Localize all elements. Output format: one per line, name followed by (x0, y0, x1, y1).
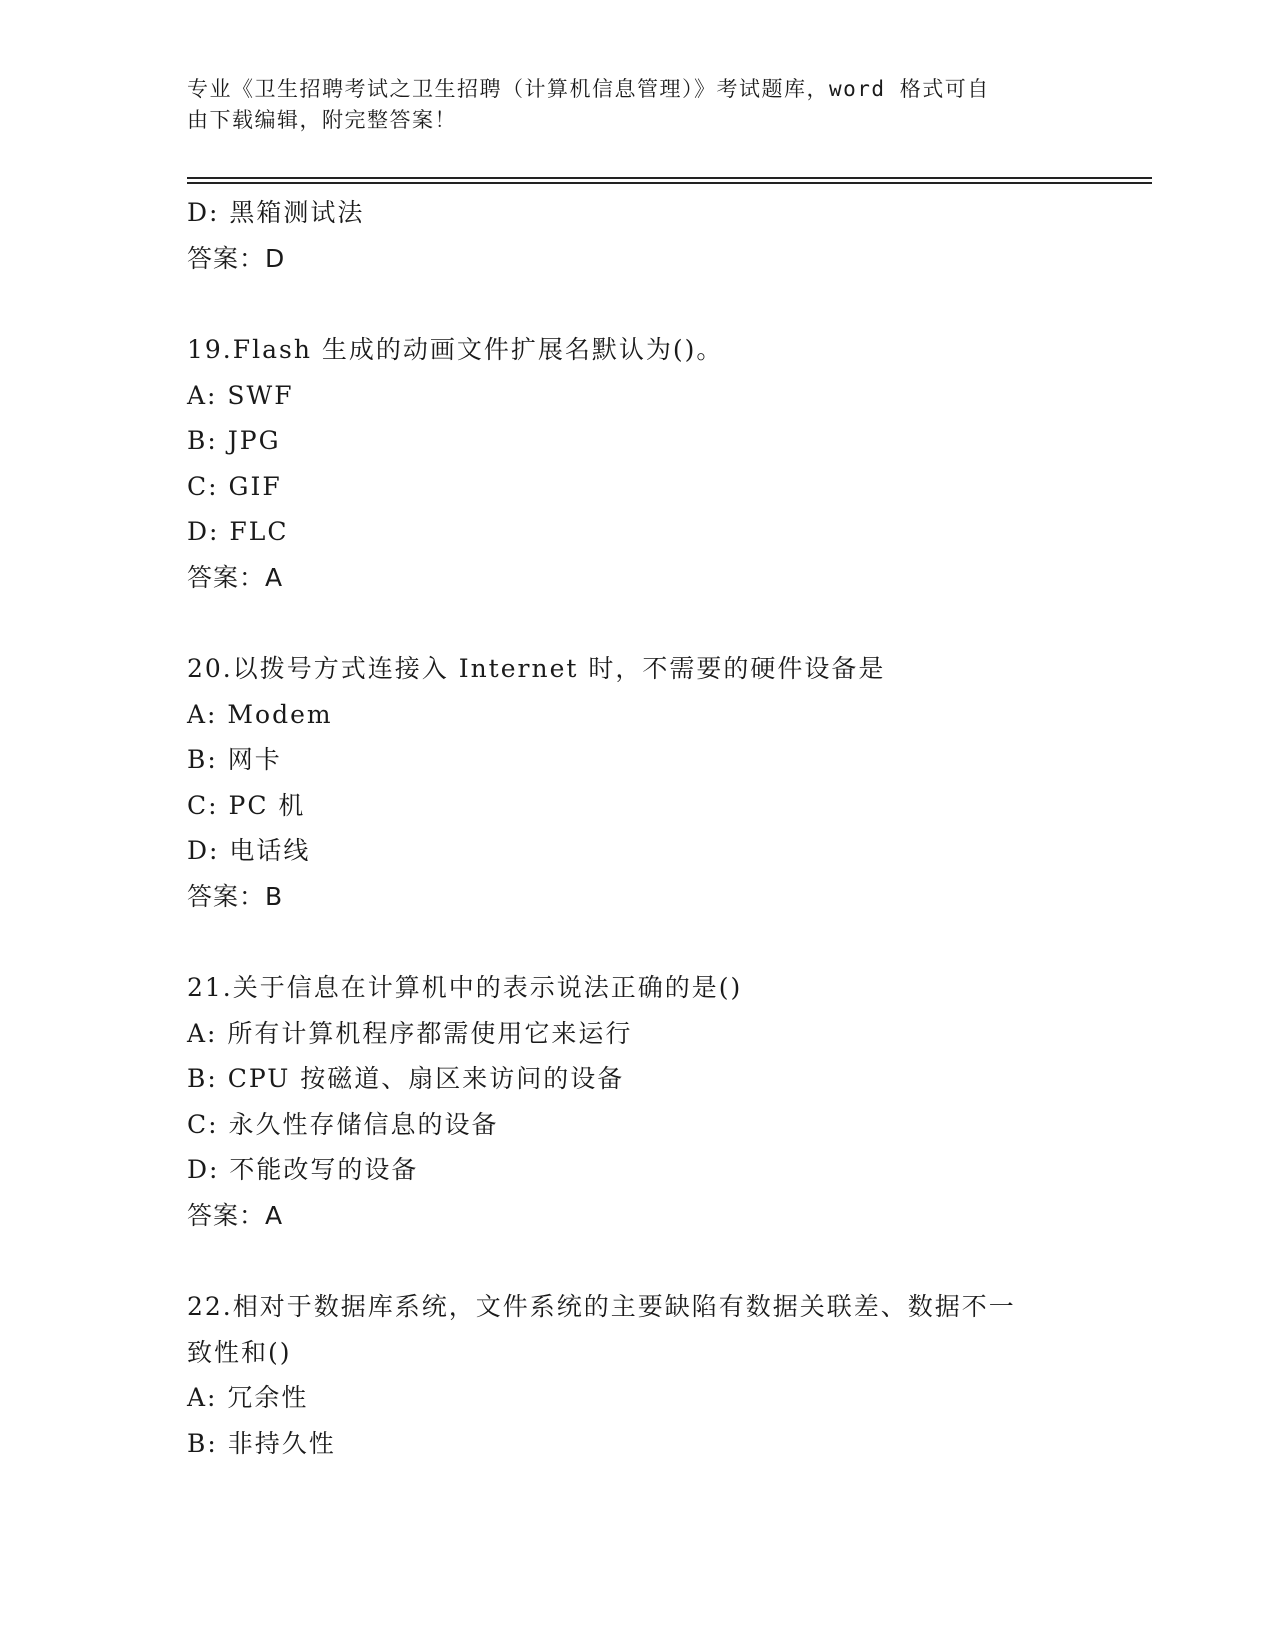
option-a: A: 冗余性 (187, 1383, 309, 1412)
answer: 答案：A (187, 1200, 284, 1230)
option-a: A: SWF (187, 380, 294, 410)
option-b: B: CPU 按磁道、扇区来访问的设备 (187, 1064, 625, 1093)
question-list (187, 190, 1087, 1466)
option-c: C: GIF (187, 471, 282, 501)
question-20 (187, 646, 1087, 919)
question-text: 19.Flash 生成的动画文件扩展名默认为()。 (187, 335, 724, 364)
prev-option-d: D: 黑箱测试法 (187, 198, 365, 227)
option-a: A: Modem (187, 699, 333, 729)
question-text-line-2: 致性和() (187, 1337, 292, 1367)
question-text: 20.以拨号方式连接入 Internet 时，不需要的硬件设备是 (187, 654, 886, 683)
option-b: B: 网卡 (187, 745, 282, 774)
question-21 (187, 965, 1087, 1238)
question-text: 21.关于信息在计算机中的表示说法正确的是() (187, 973, 743, 1002)
header-divider-bottom (187, 182, 1152, 184)
question-text-line-1: 22.相对于数据库系统，文件系统的主要缺陷有数据关联差、数据不一 (187, 1292, 1016, 1321)
option-b: B: JPG (187, 426, 281, 455)
prev-answer: 答案：D (187, 243, 286, 273)
question-19 (187, 327, 1087, 600)
option-a: A: 所有计算机程序都需使用它来运行 (187, 1018, 633, 1048)
option-b: B: 非持久性 (187, 1428, 336, 1458)
option-c: C: PC 机 (187, 790, 306, 820)
option-d: D: 不能改写的设备 (187, 1155, 419, 1184)
option-d: D: FLC (187, 517, 289, 546)
option-d: D: 电话线 (187, 836, 311, 865)
question-22 (187, 1284, 1087, 1466)
header-divider-top (187, 177, 1152, 179)
document-header (187, 74, 1067, 136)
answer: 答案：A (187, 562, 284, 592)
header-line-2: 由下载编辑，附完整答案！ (187, 108, 457, 132)
option-c: C: 永久性存储信息的设备 (187, 1109, 499, 1139)
answer: 答案：B (187, 881, 284, 911)
header-line-1: 专业《卫生招聘考试之卫生招聘（计算机信息管理）》考试题库，word 格式可自 (187, 77, 990, 101)
